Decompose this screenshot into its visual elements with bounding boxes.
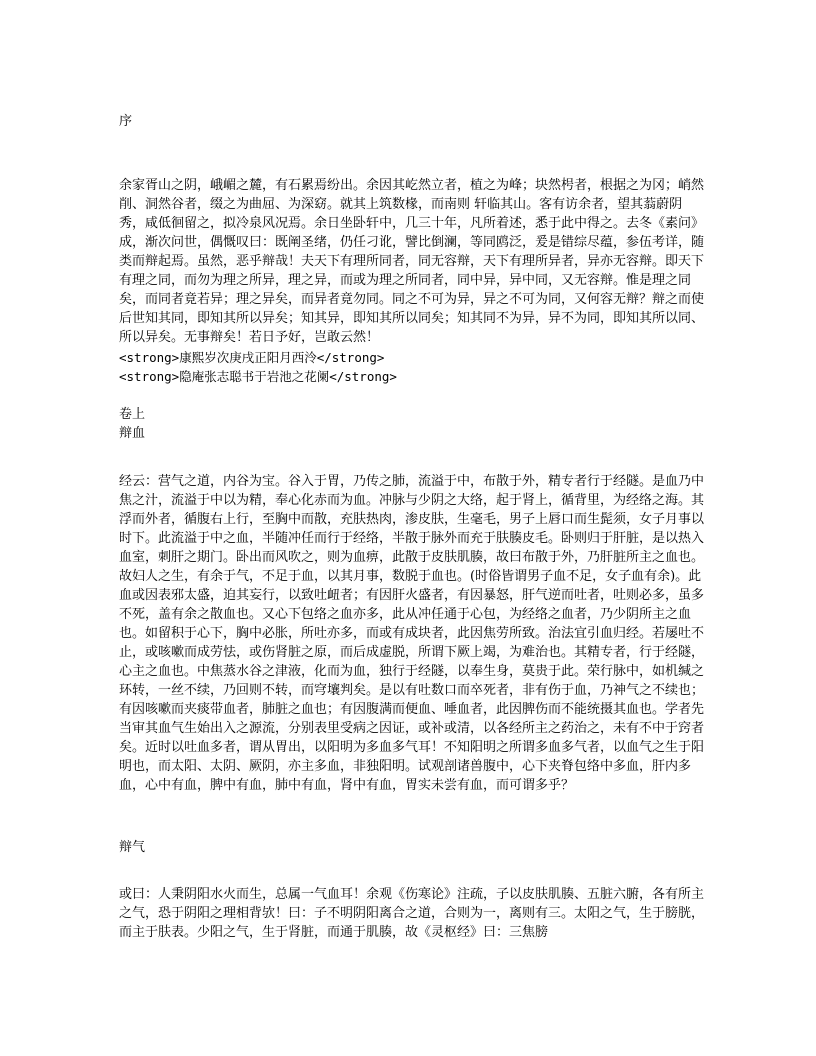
- section-title-qi: 辩气: [119, 840, 146, 855]
- preface-title: 序: [119, 114, 133, 129]
- section-body-qi: 或曰：人秉阴阳水火而生，总属一气血耳！余观《伤寒论》注疏，子以皮肤肌腠、五脏六腑，各有所主之气，恐于阴阳之理相背欤！曰：子不明阴阳离合之道，合则为一，离则有三。太阳之气，生于膀胱，而主于肤表。少阳之气，生于肾脏，而通于肌腠，故《灵枢经》曰：三焦膀: [119, 887, 705, 940]
- section-body-blood: 经云：营气之道，内谷为宝。谷入于胃，乃传之肺，流溢于中，布散于外，精专者行于经隧。是血乃中焦之汁，流溢于中以为精，奉心化赤而为血。冲脉与少阴之大络，起于肾上，循背里，为经络之海。其浮而外者，循腹右上行，至胸中而散，充肤热肉，渗皮肤，生毫毛，男子上唇口而生髭须，女子月事以时下。此流溢于中之血，半随冲任而行于经络，半散于脉外而充于肤腠皮毛。卧则归于肝脏，是以热入血室，刺肝之期门。卧出而风吹之，则为血痹，此散于皮肤肌腠，故曰布散于外，乃肝脏所主之血也。故妇人之生，有余于气，不足于血，以其月事，数脱于血也。(时俗皆谓男子血不足，女子血有余)。此血或因表邪太盛，迫其妄行，以致吐衄者；有因肝火盛者，有因暴怒，肝气逆而吐者，吐则必多，虽多不死，盖有余之散血也。又心下包络之血亦多，此从冲任通于心包，为经络之血者，乃少阴所主之血也。如留积于心下，胸中必胀，所吐亦多，而或有成块者，此因焦劳所致。治法宜引血归经。若屡吐不止，或咳嗽而成劳怯，或伤肾脏之原，而后成虚脱，所谓下厥上竭，为难治也。其精专者，行于经隧，心主之血也。中焦蒸水谷之津液，化而为血，独行于经隧，以奉生身，莫贵于此。荣行脉中，如机缄之环转，一丝不续，乃回则不转，而穹壤判矣。是以有吐数口而卒死者，非有伤于血，乃神气之不续也；有因咳嗽而夹痰带血者，肺脏之血也；有因腹满而便血、唾血者，此因脾伤而不能统摄其血也。学者先当审其血气生始出入之源流，分别表里受病之因证，或补或清，以各经所主之药治之，未有不中于窍者矣。近时以吐血多者，谓从胃出，以阳明为多血多气耳！不知阳明之所谓多血多气者，以血气之生于阳明也，而太阳、太阴、厥阴，亦主多血，非独阳明。试观剖诸兽腹中，心下夹脊包络中多血，肝内多血，心中有血，脾中有血，肺中有血，肾中有血，胃实未尝有血，而可谓多乎？: [119, 474, 705, 793]
- preface-body: 余家胥山之阴，峨嵋之麓，有石累焉纷出。余因其屹然立者，植之为峰；块然枵者，根据之为冈；峭然削、洞然谷者，缀之为曲屈、为深窈。就其上筑数椽，而南则 轩临其山。客有访余者，望其蓊蔚阴秀，咸低徊留之，拟冷泉风况焉。余日坐卧轩中，几三十年，凡所着述，悉于此中得之。去冬《素问》成，渐次问世，偶慨叹曰：既阐圣绪，仍任刁讹，譬比倒澜，等同鸥泛，爰是错综尽蕴，参伍考详，随类而辩起焉。虽然，恶乎辩哉！夫天下有理所同者，同无容辩，天下有理所异者，异亦无容辩。即天下有理之同，而勿为理之所异，理之异，而或为理之所同者，同中异，异中同，又无容辩。惟是理之同矣，而同者竟若异；理之异矣，而异者竟勿同。同之不可为异，异之不可为同，又何容无辩？辩之而使后世知其同，即知其所以异矣；知其异，即知其所以同矣；知其同不为异，异不为同，即知其所以同、所以异矣。无事辩矣！若日予好，岂敢云然！: [119, 178, 705, 345]
- preface-signature-date: <strong>康熙岁次庚戌正阳月西泠</strong>: [119, 350, 385, 365]
- preface-signature-author: <strong>隐庵张志聪书于岩池之花阑</strong>: [119, 369, 397, 384]
- section-title-blood: 辩血: [119, 426, 146, 441]
- volume-title: 卷上: [119, 407, 146, 422]
